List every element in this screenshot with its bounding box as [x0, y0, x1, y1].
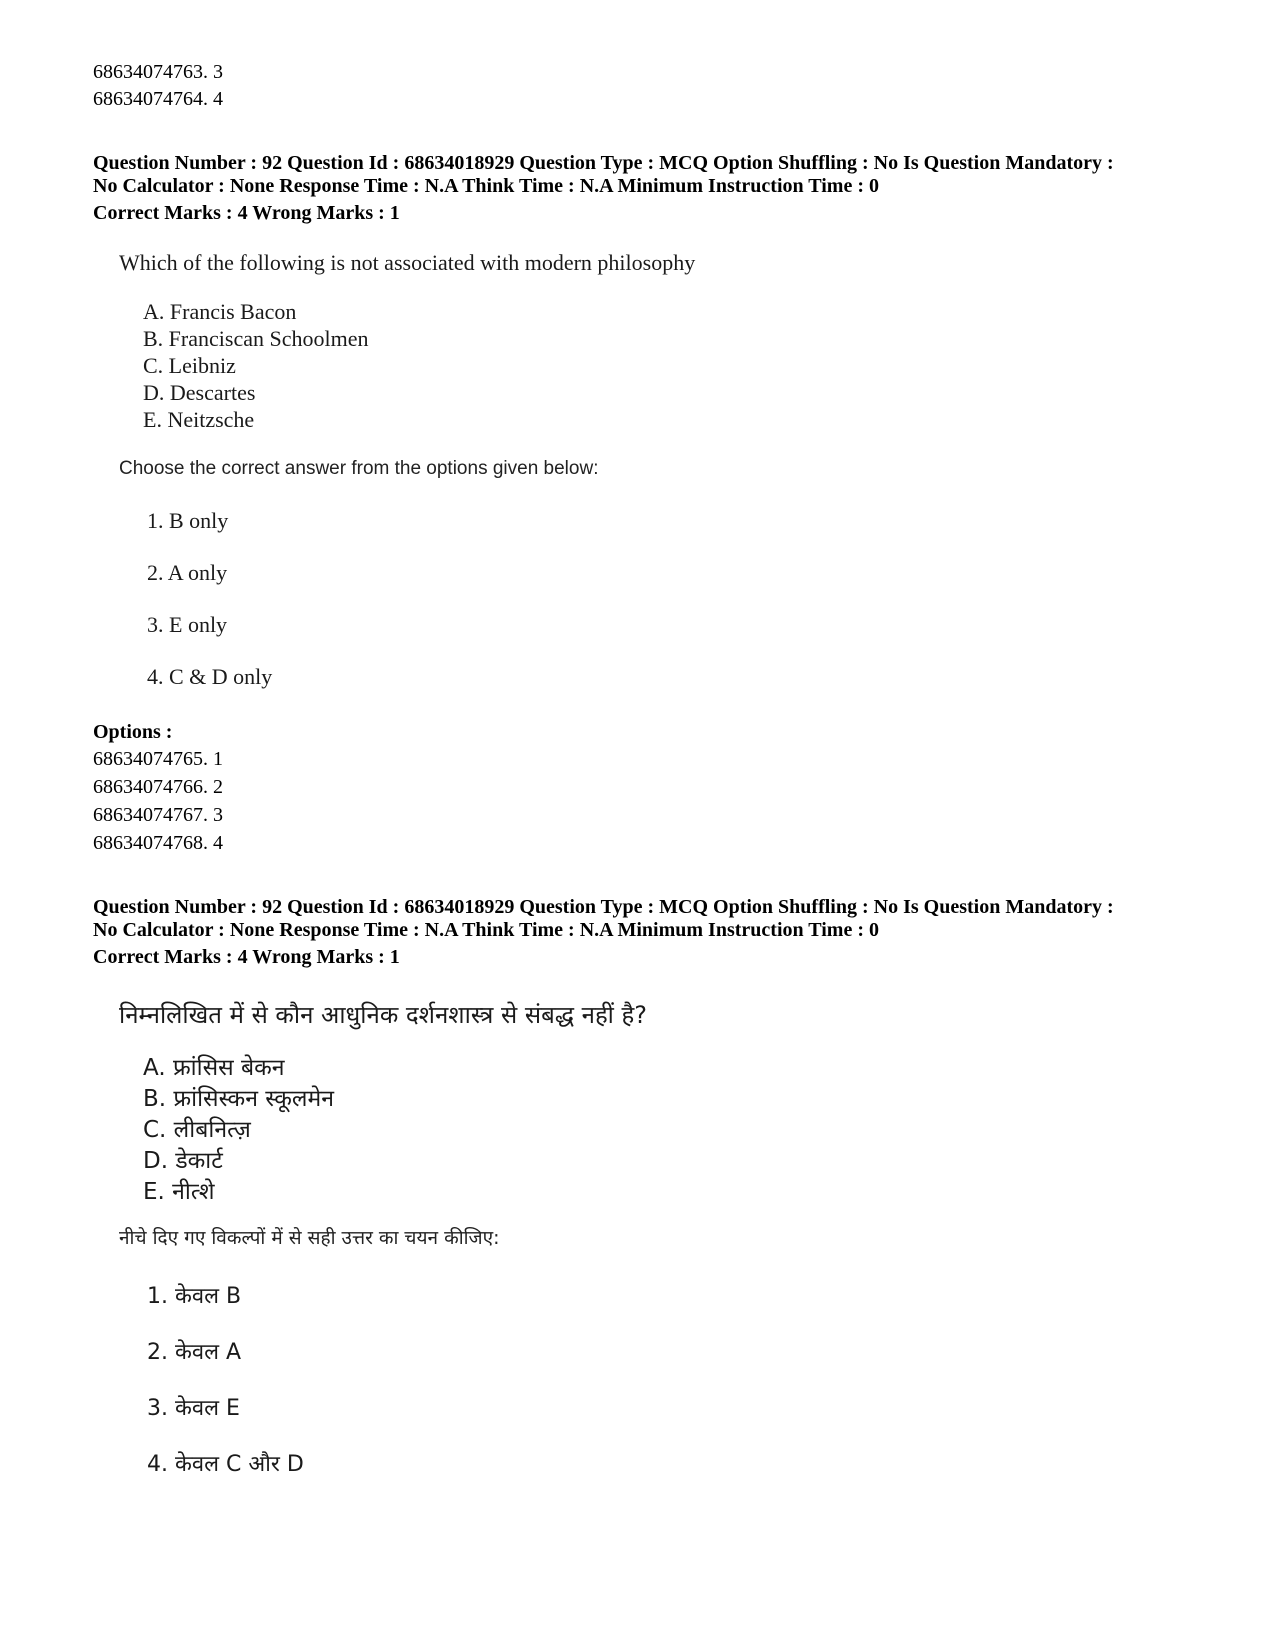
hindi-question-meta-line-2: No Calculator : None Response Time : N.A Think Time : N.A Minimum Instruction Time : 0 [93, 919, 879, 941]
hindi-statement-e: E. नीत्शे [143, 1179, 215, 1205]
hindi-statement-a: A. फ्रांसिस बेकन [143, 1055, 285, 1081]
hindi-answer-choice-4: 4. केवल C और D [147, 1452, 304, 1477]
option-id-4: 68634074768. 4 [93, 832, 223, 854]
question-marks: Correct Marks : 4 Wrong Marks : 1 [93, 202, 400, 224]
question-stem: Which of the following is not associated with modern philosophy [119, 250, 696, 275]
option-id-1: 68634074765. 1 [93, 748, 223, 770]
hindi-answer-choice-3: 3. केवल E [147, 1396, 240, 1421]
hindi-question-meta-line-1: Question Number : 92 Question Id : 68634018929 Question Type : MCQ Option Shuffling : No Is Question Mandatory : [93, 896, 1114, 918]
statement-d: D. Descartes [143, 380, 256, 405]
statement-c: C. Leibniz [143, 353, 236, 378]
answer-choice-2: 2. A only [147, 560, 228, 585]
hindi-statement-c: C. लीबनित्ज़ [143, 1117, 251, 1143]
option-id-2: 68634074766. 2 [93, 776, 223, 798]
hindi-question-stem: निम्नलिखित में से कौन आधुनिक दर्शनशास्त्र से संबद्ध नहीं है? [119, 1001, 648, 1029]
hindi-choose-instruction: नीचे दिए गए विकल्पों में से सही उत्तर का चयन कीजिए: [119, 1227, 500, 1249]
question-meta-line-1: Question Number : 92 Question Id : 68634018929 Question Type : MCQ Option Shuffling : No Is Question Mandatory : [93, 152, 1114, 174]
statement-a: A. Francis Bacon [143, 299, 297, 324]
option-id-3: 68634074767. 3 [93, 804, 223, 826]
question-meta-line-2: No Calculator : None Response Time : N.A Think Time : N.A Minimum Instruction Time : 0 [93, 175, 879, 197]
hindi-answer-choice-2: 2. केवल A [147, 1340, 242, 1365]
hindi-answer-choice-1: 1. केवल B [147, 1284, 242, 1309]
choose-instruction: Choose the correct answer from the options given below: [119, 458, 599, 479]
answer-choice-3: 3. E only [147, 612, 228, 637]
statement-b: B. Franciscan Schoolmen [143, 326, 369, 351]
previous-option-3: 68634074763. 3 [93, 61, 223, 83]
hindi-statement-b: B. फ्रांसिस्कन स्कूलमेन [143, 1086, 335, 1112]
hindi-question-marks: Correct Marks : 4 Wrong Marks : 1 [93, 946, 400, 968]
answer-choice-1: 1. B only [147, 508, 229, 533]
statement-e: E. Neitzsche [143, 407, 255, 432]
options-label: Options : [93, 721, 173, 743]
previous-option-4: 68634074764. 4 [93, 88, 223, 110]
answer-choice-4: 4. C & D only [147, 664, 273, 689]
hindi-statement-d: D. डेकार्ट [143, 1148, 223, 1174]
